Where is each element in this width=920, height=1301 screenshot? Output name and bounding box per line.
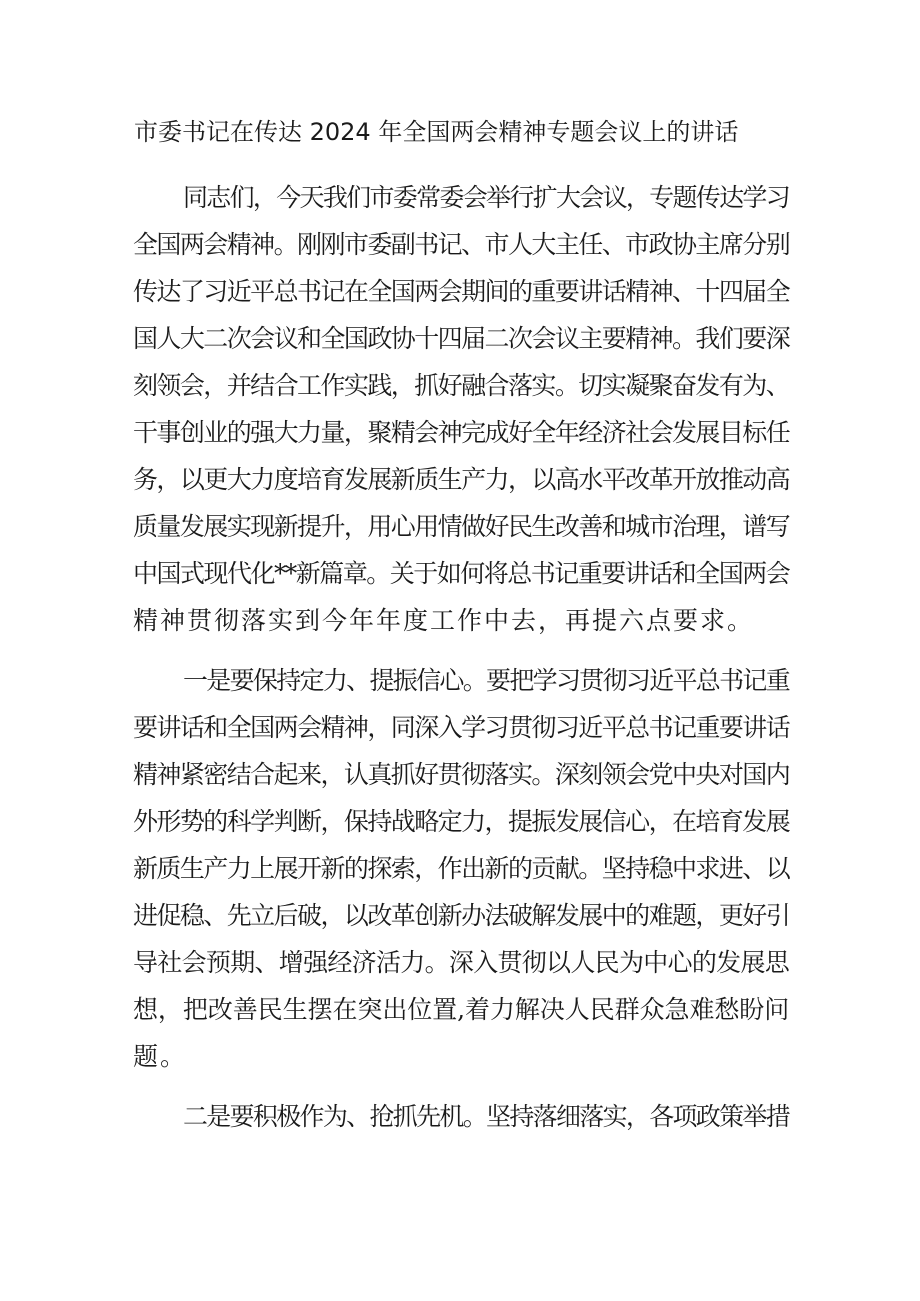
paragraph-line: 要讲话和全国两会精神，同深入学习贯彻习近平总书记重要讲话 xyxy=(133,713,789,742)
paragraph-line: 传达了习近平总书记在全国两会期间的重要讲话精神、十四届全 xyxy=(133,277,789,306)
paragraph-line: 题。 xyxy=(133,1042,188,1071)
paragraph-line: 精神紧密结合起来，认真抓好贯彻落实。深刻领会党中央对国内 xyxy=(133,760,789,789)
paragraph-point-two xyxy=(133,1093,789,1140)
paragraph-line: 干事创业的强大力量，聚精会神完成好全年经济社会发展目标任 xyxy=(133,418,789,447)
paragraph-line: 务，以更大力度培育发展新质生产力，以高水平改革开放推动高 xyxy=(133,465,789,494)
paragraph-point-one xyxy=(133,657,789,1080)
paragraph-line: 进促稳、先立后破，以改革创新办法破解发展中的难题，更好引 xyxy=(133,901,789,930)
paragraph-line: 精神贯彻落实到今年年度工作中去，再提六点要求。 xyxy=(133,606,755,635)
paragraph-line: 二是要积极作为、抢抓先机。坚持落细落实，各项政策举措 xyxy=(183,1102,789,1131)
paragraph-line: 国人大二次会议和全国政协十四届二次会议主要精神。我们要深 xyxy=(133,324,789,353)
paragraph-line: 全国两会精神。刚刚市委副书记、市人大主任、市政协主席分别 xyxy=(133,230,789,259)
paragraph-line: 想，把改善民生摆在突出位置,着力解决人民群众急难愁盼问 xyxy=(133,995,789,1024)
paragraph-line: 一是要保持定力、提振信心。要把学习贯彻习近平总书记重 xyxy=(183,666,789,695)
paragraph-line: 同志们，今天我们市委常委会举行扩大会议，专题传达学习 xyxy=(183,183,789,212)
paragraph-line: 刻领会，并结合工作实践，抓好融合落实。切实凝聚奋发有为、 xyxy=(133,371,789,400)
document-title: 市委书记在传达 2024 年全国两会精神专题会议上的讲话 xyxy=(134,118,739,146)
paragraph-line: 新质生产力上展开新的探索，作出新的贡献。坚持稳中求进、以 xyxy=(133,854,789,883)
paragraph-opening xyxy=(133,174,789,644)
paragraph-line: 外形势的科学判断，保持战略定力，提振发展信心，在培育发展 xyxy=(133,807,789,836)
paragraph-line: 中国式现代化**新篇章。关于如何将总书记重要讲话和全国两会 xyxy=(133,559,789,588)
paragraph-line: 质量发展实现新提升，用心用情做好民生改善和城市治理，谱写 xyxy=(133,512,789,541)
paragraph-line: 导社会预期、增强经济活力。深入贯彻以人民为中心的发展思 xyxy=(133,948,789,977)
